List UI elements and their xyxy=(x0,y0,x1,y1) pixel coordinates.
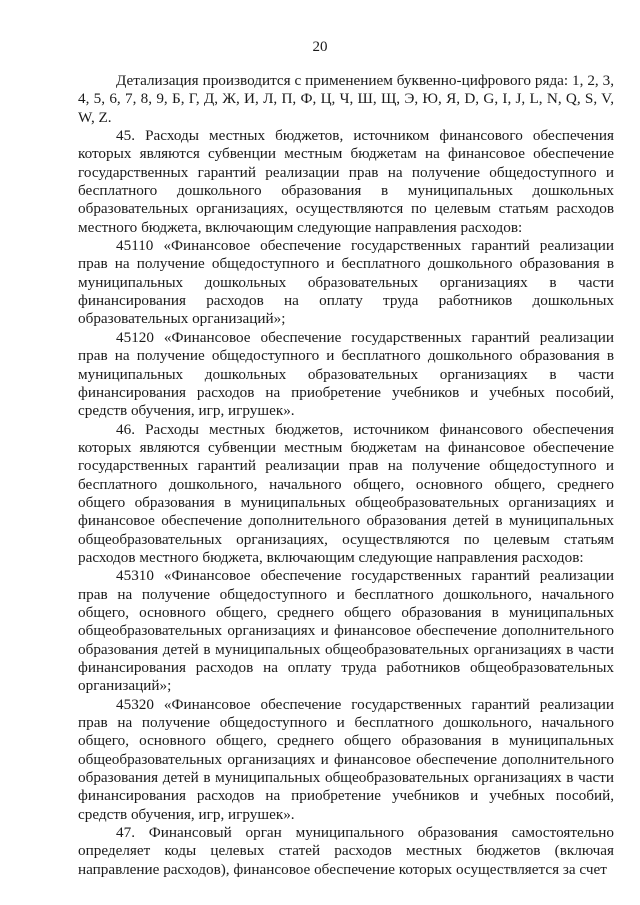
paragraph-code-45110: 45110 «Финансовое обеспечение государственных гарантий реализации прав на получение общедоступного и бесплатного дошкольного образования в муниципальных дошкольных образовательных организациях в части финансирования расходов на оплату труда работников дошкольных образовательных организаций»; xyxy=(78,237,614,328)
document-body xyxy=(78,72,614,879)
paragraph-item-45: 45. Расходы местных бюджетов, источником финансового обеспечения которых являются субвенции местным бюджетам на финансовое обеспечение государственных гарантий реализации прав на получение общедоступного и бесплатного дошкольного образования в муниципальных дошкольных образовательных организациях, осуществляются по целевым статьям расходов местного бюджета, включающим следующие направления расходов: xyxy=(78,127,614,236)
page-number: 20 xyxy=(312,39,328,55)
paragraph-item-46: 46. Расходы местных бюджетов, источником финансового обеспечения которых являются субвенции местным бюджетам на финансовое обеспечение государственных гарантий реализации прав на получение общедоступного и бесплатного дошкольного, начального общего, основного общего, среднего общего образования в муниципальных общеобразовательных организациях и финансовое обеспечение дополнительного образования детей в муниципальных общеобразовательных организациях, осуществляются по целевым статьям расходов местного бюджета, включающим следующие направления расходов: xyxy=(78,420,614,566)
paragraph-code-45310: 45310 «Финансовое обеспечение государственных гарантий реализации прав на получение общедоступного и бесплатного дошкольного, начального общего, основного общего, среднего общего образования в муниципальных общеобразовательных организациях и финансовое обеспечение дополнительного образования детей в муниципальных общеобразовательных организациях в части финансирования расходов на оплату труда работников общеобразовательных организаций»; xyxy=(78,567,614,695)
paragraph-code-45120: 45120 «Финансовое обеспечение государственных гарантий реализации прав на получение общедоступного и бесплатного дошкольного образования в муниципальных дошкольных образовательных организациях в части финансирования расходов на приобретение учебников и учебных пособий, средств обучения, игр, игрушек». xyxy=(78,328,614,420)
paragraph-detail-series: Детализация производится с применением буквенно-цифрового ряда: 1, 2, 3, 4, 5, 6, 7, 8, 9, Б, Г, Д, Ж, И, Л, П, Ф, Ц, Ч, Ш, Щ, Э, Ю, Я, D, G, I, J, L, N, Q, S, V, W, Z. xyxy=(78,72,614,126)
paragraph-item-47: 47. Финансовый орган муниципального образования самостоятельно определяет коды целевых статей расходов местных бюджетов (включая направление расходов), финансовое обеспечение которых осуществляется за счет xyxy=(78,824,614,878)
paragraph-code-45320: 45320 «Финансовое обеспечение государственных гарантий реализации прав на получение общедоступного и бесплатного дошкольного, начального общего, основного общего, среднего общего образования в муниципальных общеобразовательных организациях и финансовое обеспечение дополнительного образования детей в муниципальных общеобразовательных организациях в части финансирования расходов на приобретение учебников и учебных пособий, средств обучения, игр, игрушек». xyxy=(78,695,614,823)
